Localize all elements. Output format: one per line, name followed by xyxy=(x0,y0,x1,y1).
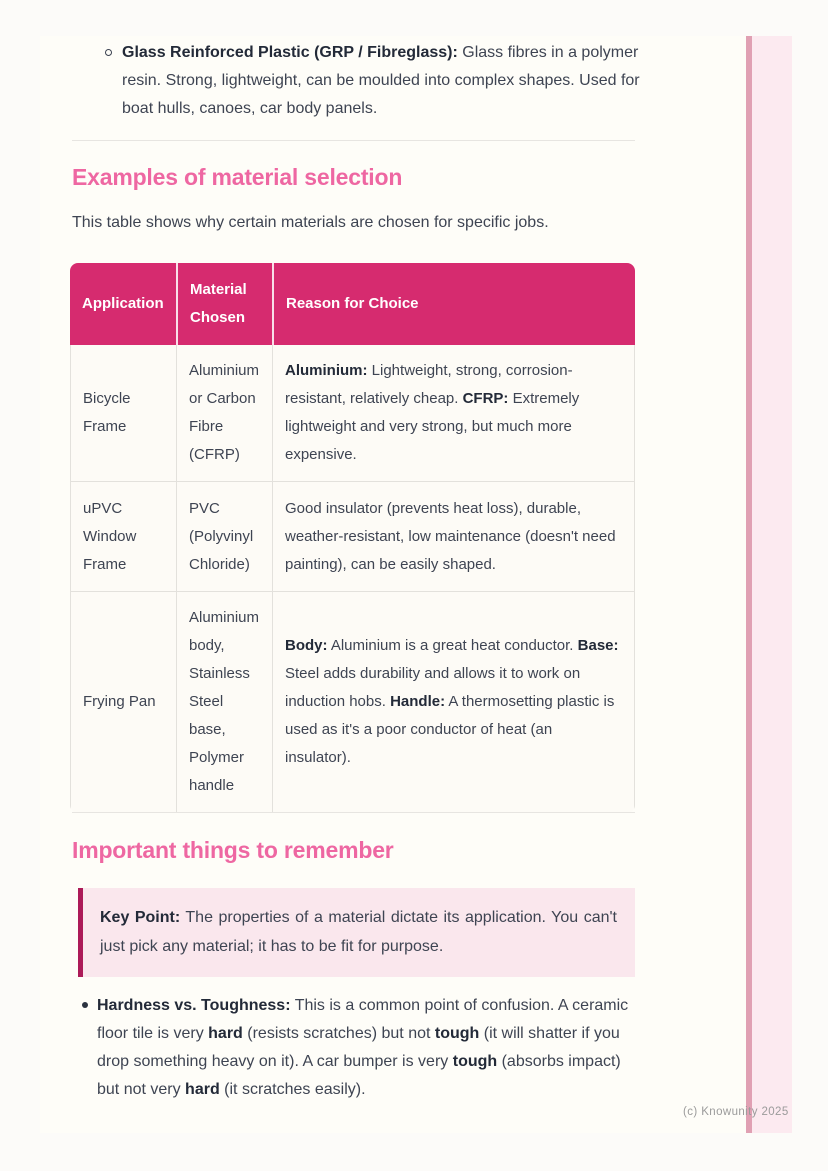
column-header-reason-for-choice: Reason for Choice xyxy=(272,263,635,345)
cell-material: Aluminium body, Stainless Steel base, Polymer handle xyxy=(176,592,272,813)
column-header-material-chosen: Material Chosen xyxy=(176,263,272,345)
accent-bar-band xyxy=(752,36,792,1133)
table-row xyxy=(70,345,635,482)
page-accent-bar xyxy=(746,36,792,1133)
hollow-bullet-icon xyxy=(105,49,112,56)
material-selection-table xyxy=(70,263,635,813)
section-divider xyxy=(72,812,635,813)
cell-application: Frying Pan xyxy=(70,592,176,813)
cell-application: uPVC Window Frame xyxy=(70,482,176,592)
table-row xyxy=(70,482,635,592)
copyright-watermark: (c) Knowunity 2025 xyxy=(683,1106,789,1118)
key-point-text: Key Point: The properties of a material dictate its application. You can't just pick any material; it has to be fit for purpose. xyxy=(100,909,617,955)
section-divider xyxy=(72,140,635,141)
table-row xyxy=(70,592,635,813)
list-item-grp-text: Glass Reinforced Plastic (GRP / Fibreglass): Glass fibres in a polymer resin. Strong, lightweight, can be moulded into complex shapes. Used for boat hulls, canoes, car body panels. xyxy=(122,44,640,117)
cell-material: PVC (Polyvinyl Chloride) xyxy=(176,482,272,592)
heading-examples-of-material-selection: Examples of material selection xyxy=(72,164,403,190)
table-intro-text: This table shows why certain materials are chosen for specific jobs. xyxy=(72,214,549,231)
key-point-callout xyxy=(78,888,635,977)
column-header-application: Application xyxy=(70,263,176,345)
list-item-hardness-vs-toughness xyxy=(82,992,632,1104)
cell-reason: Body: Aluminium is a great heat conductor. Base: Steel adds durability and allows it to work on induction hobs. Handle: A thermosetting plastic is used as it's a poor conductor of heat (an insulator). xyxy=(272,592,635,813)
solid-bullet-icon xyxy=(82,1002,88,1008)
cell-application: Bicycle Frame xyxy=(70,345,176,482)
cell-material: Aluminium or Carbon Fibre (CFRP) xyxy=(176,345,272,482)
heading-important-things-to-remember: Important things to remember xyxy=(72,837,394,863)
list-item-grp xyxy=(105,39,652,123)
cell-reason: Aluminium: Lightweight, strong, corrosion-resistant, relatively cheap. CFRP: Extremely lightweight and very strong, but much more expensive. xyxy=(272,345,635,482)
table-header-row xyxy=(70,263,635,345)
list-item-hardness-text: Hardness vs. Toughness: This is a common point of confusion. A ceramic floor tile is very hard (resists scratches) but not tough (it will shatter if you drop something heavy on it). A car bumper is very tough (absorbs impact) but not very hard (it scratches easily). xyxy=(97,997,629,1098)
cell-reason: Good insulator (prevents heat loss), durable, weather-resistant, low maintenance (doesn't need painting), can be easily shaped. xyxy=(272,482,635,592)
document-page xyxy=(40,36,792,1133)
